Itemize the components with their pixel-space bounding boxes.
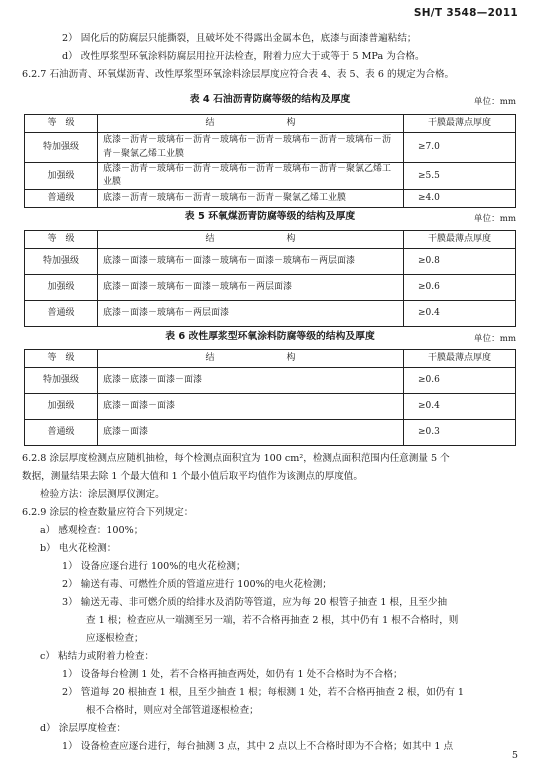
table-row xyxy=(25,163,516,190)
item-d-1: 1） 设备检查应逐台进行，每台抽测 3 点，其中 2 点以上不合格时即为不合格；如其中 1 点 xyxy=(62,741,454,752)
header-grade: 等 级 xyxy=(25,350,98,368)
item-a: a） 感观检查：100%； xyxy=(40,525,144,536)
cell-structure: 底漆－沥青－玻璃布－沥青－玻璃布－沥青－玻璃布－沥青－聚氯乙烯工业膜 xyxy=(98,163,404,190)
table-5-unit: 单位：mm xyxy=(473,214,516,224)
page-number: 5 xyxy=(511,750,518,762)
header-structure: 结 构 xyxy=(98,350,404,368)
item-b: b） 电火花检测： xyxy=(40,543,117,554)
cell-grade: 加强级 xyxy=(25,275,98,301)
cell-grade: 特加强级 xyxy=(25,249,98,275)
table-row xyxy=(25,190,516,208)
cell-structure: 底漆－沥青－玻璃布－沥青－玻璃布－沥青－聚氯乙烯工业膜 xyxy=(98,190,404,208)
table-5 xyxy=(24,230,516,327)
header-grade: 等 级 xyxy=(25,115,98,133)
cell-thickness: ≥4.0 xyxy=(404,190,516,208)
table-row xyxy=(25,301,516,327)
table-4-title: 表 4 石油沥青防腐等级的结构及厚度 xyxy=(189,94,351,105)
header-grade: 等 级 xyxy=(25,231,98,249)
item-b-3-cont2: 应逐根检查； xyxy=(86,633,144,644)
cell-grade: 特加强级 xyxy=(25,368,98,394)
item-d: d） 涂层厚度检查： xyxy=(40,723,126,734)
table-header-row xyxy=(25,231,516,249)
table-row xyxy=(25,133,516,163)
cell-thickness: ≥7.0 xyxy=(404,133,516,163)
header-thickness: 干膜最薄点厚度 xyxy=(404,115,516,133)
cell-thickness: ≥5.5 xyxy=(404,163,516,190)
header-thickness: 干膜最薄点厚度 xyxy=(404,350,516,368)
table-4-unit: 单位：mm xyxy=(473,97,516,107)
header-structure: 结 构 xyxy=(98,231,404,249)
intro-line-2: d） 改性厚浆型环氧涂料防腐层用拉开法检查，附着力应大于或等于 5 MPa 为合格。 xyxy=(62,51,425,62)
item-b-3: 3） 输送无毒、非可燃介质的给排水及消防等管道，应为每 20 根管子抽查 1 根，且至少抽 xyxy=(62,597,448,608)
table-row xyxy=(25,368,516,394)
table-row xyxy=(25,275,516,301)
cell-grade: 普通级 xyxy=(25,190,98,208)
cell-structure: 底漆－沥青－玻璃布－沥青－玻璃布－沥青－玻璃布－沥青－玻璃布－沥青－聚氯乙烯工业膜 xyxy=(98,133,404,163)
intro-line-1: 2） 固化后的防腐层只能撕裂，且破坏处不得露出金属本色，底漆与面漆普遍粘结； xyxy=(62,33,417,44)
item-c-1: 1） 设备每台检测 1 处，若不合格再抽查两处，如仍有 1 处不合格时为不合格； xyxy=(62,669,403,680)
table-4 xyxy=(24,114,516,208)
clause-6-2-9: 6.2.9 涂层的检查数量应符合下列规定： xyxy=(22,507,194,518)
cell-grade: 加强级 xyxy=(25,163,98,190)
table-row xyxy=(25,420,516,446)
cell-thickness: ≥0.8 xyxy=(404,249,516,275)
cell-grade: 加强级 xyxy=(25,394,98,420)
clause-6-2-8-cont: 数据，测量结果去除 1 个最大值和 1 个最小值后取平均值作为该测点的厚度值。 xyxy=(22,471,363,482)
cell-structure: 底漆－面漆－玻璃布－两层面漆 xyxy=(98,301,404,327)
standard-code: SH/T 3548—2011 xyxy=(413,7,518,19)
cell-thickness: ≥0.3 xyxy=(404,420,516,446)
cell-thickness: ≥0.6 xyxy=(404,275,516,301)
item-b-1: 1） 设备应逐台进行 100%的电火花检测； xyxy=(62,561,246,572)
table-header-row xyxy=(25,350,516,368)
cell-thickness: ≥0.6 xyxy=(404,368,516,394)
clause-6-2-8: 6.2.8 涂层厚度检测点应随机抽检，每个检测点面积宜为 100 cm²，检测点面积范围内任意测量 5 个 xyxy=(22,453,450,464)
cell-structure: 底漆－底漆－面漆－面漆 xyxy=(98,368,404,394)
item-c-2: 2） 管道每 20 根抽查 1 根，且至少抽查 1 根；每根测 1 处，若不合格再抽查 2 根，如仍有 1 xyxy=(62,687,465,698)
cell-grade: 普通级 xyxy=(25,420,98,446)
table-6 xyxy=(24,349,516,446)
header-thickness: 干膜最薄点厚度 xyxy=(404,231,516,249)
table-row xyxy=(25,394,516,420)
clause-6-2-7: 6.2.7 石油沥青、环氧煤沥青、改性厚浆型环氧涂料涂层厚度应符合表 4、表 5、表 6 的规定为合格。 xyxy=(22,69,455,80)
item-b-2: 2） 输送有毒、可燃性介质的管道应进行 100%的电火花检测； xyxy=(62,579,332,590)
cell-thickness: ≥0.4 xyxy=(404,394,516,420)
table-6-title: 表 6 改性厚浆型环氧涂料防腐等级的结构及厚度 xyxy=(165,331,375,342)
table-6-unit: 单位：mm xyxy=(473,334,516,344)
cell-structure: 底漆－面漆－面漆 xyxy=(98,394,404,420)
cell-structure: 底漆－面漆－玻璃布－面漆－玻璃布－面漆－玻璃布－两层面漆 xyxy=(98,249,404,275)
item-c-2-cont: 根不合格时，则应对全部管道逐根检查； xyxy=(86,705,259,716)
table-header-row xyxy=(25,115,516,133)
table-5-title: 表 5 环氧煤沥青防腐等级的结构及厚度 xyxy=(184,211,356,222)
cell-structure: 底漆－面漆－玻璃布－面漆－玻璃布－两层面漆 xyxy=(98,275,404,301)
cell-structure: 底漆－面漆 xyxy=(98,420,404,446)
cell-grade: 普通级 xyxy=(25,301,98,327)
item-b-3-cont: 查 1 根；检查应从一端测至另一端，若不合格再抽查 2 根，其中仍有 1 根不合格时，则 xyxy=(86,615,459,626)
cell-grade: 特加强级 xyxy=(25,133,98,163)
header-structure: 结 构 xyxy=(98,115,404,133)
table-row xyxy=(25,249,516,275)
cell-thickness: ≥0.4 xyxy=(404,301,516,327)
test-method: 检验方法：涂层测厚仪测定。 xyxy=(40,489,165,500)
item-c: c） 粘结力或附着力检查： xyxy=(40,651,154,662)
